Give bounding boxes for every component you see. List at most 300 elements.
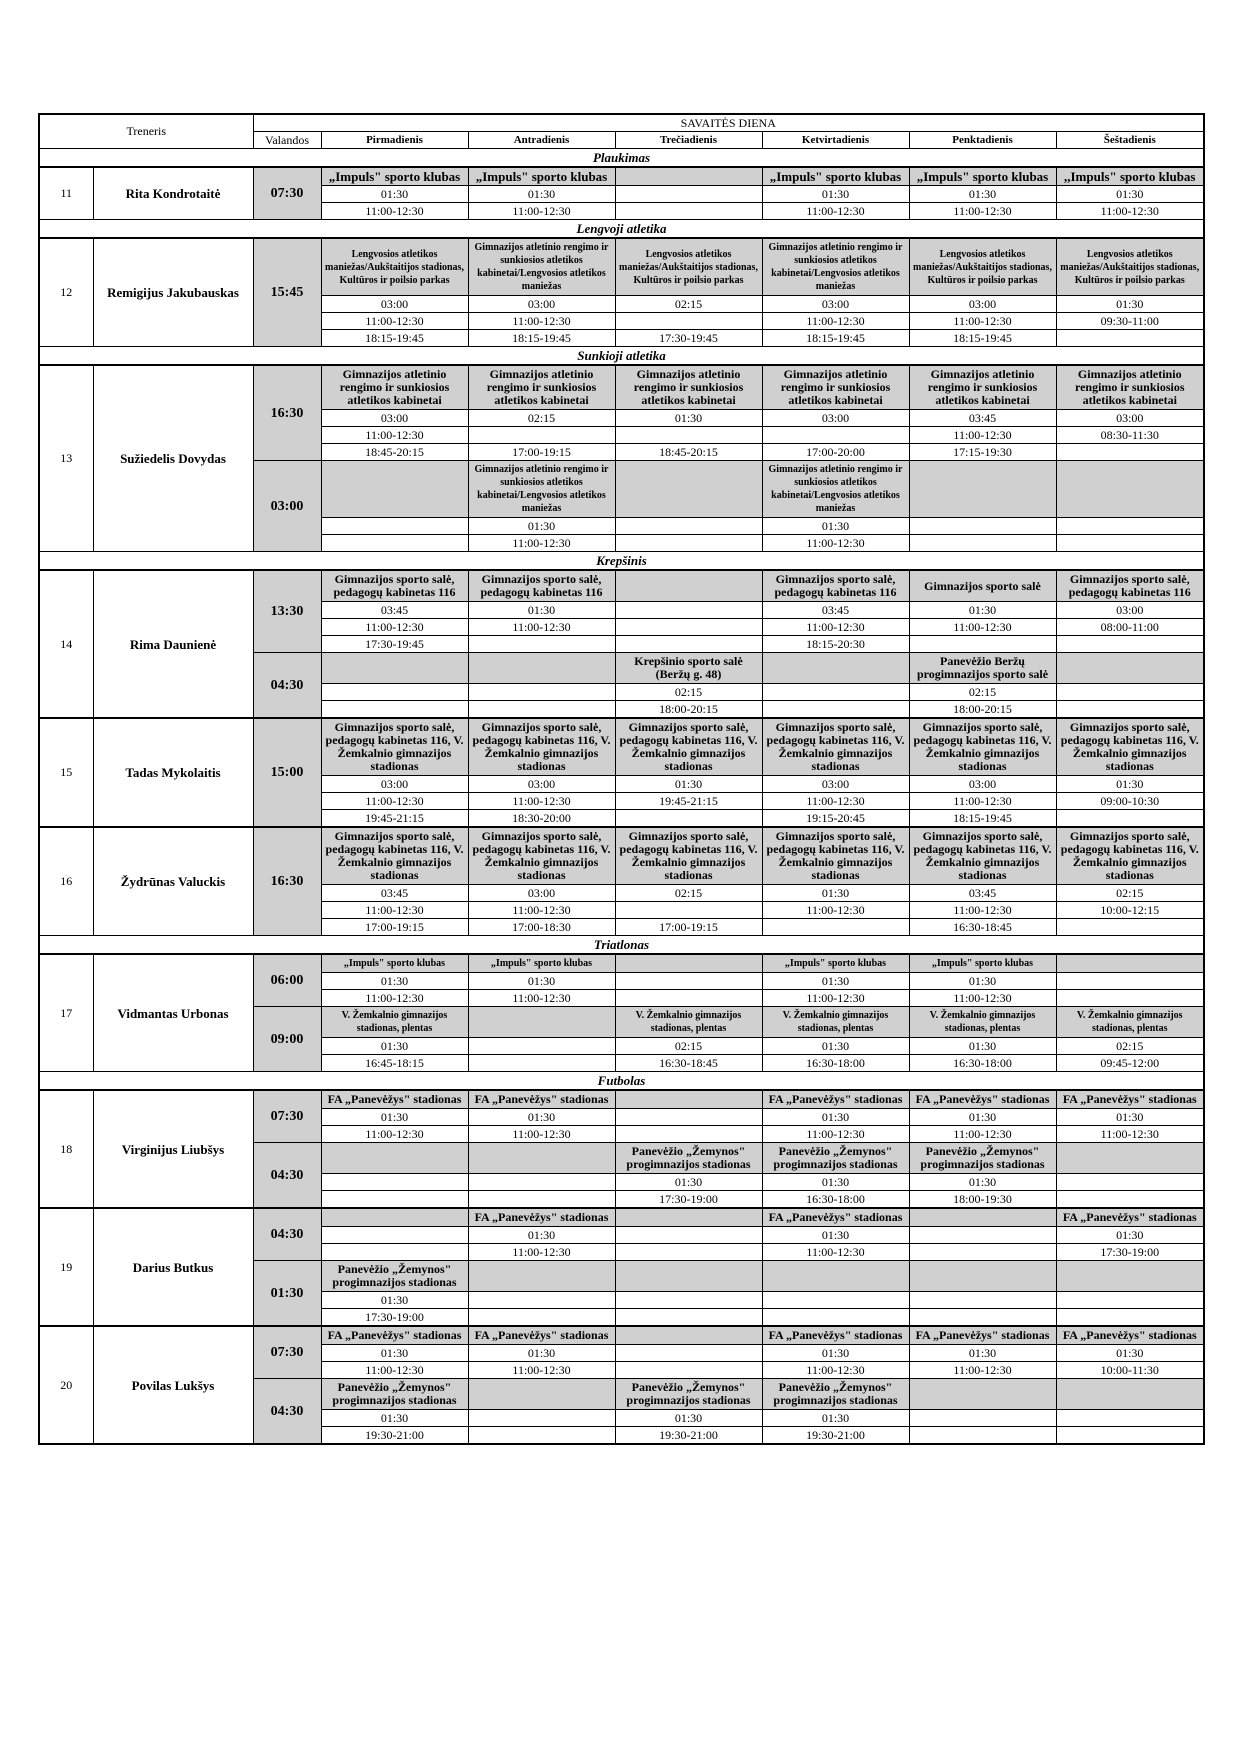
location-cell [615, 1326, 762, 1345]
coach-number: 12 [39, 238, 93, 347]
schedule-cell [909, 1410, 1056, 1427]
schedule-cell: 01:30 [909, 1174, 1056, 1191]
schedule-cell: 01:30 [1056, 1345, 1204, 1362]
schedule-cell: 03:45 [909, 410, 1056, 427]
location-cell [321, 1143, 468, 1174]
location-cell [909, 461, 1056, 518]
schedule-cell [1056, 1191, 1204, 1209]
schedule-page [38, 113, 1203, 1445]
schedule-cell [1056, 1174, 1204, 1191]
header-valandos: Valandos [253, 132, 321, 149]
location-cell: Panevėžio „Žemynos" progimnazijos stadionas [321, 1379, 468, 1410]
schedule-cell: 01:30 [468, 973, 615, 990]
schedule-cell: 03:00 [321, 410, 468, 427]
schedule-cell: 01:30 [762, 1227, 909, 1244]
schedule-cell: 11:00-12:30 [762, 1362, 909, 1379]
location-cell [909, 1261, 1056, 1292]
location-cell: Lengvosios atletikos maniežas/Aukštaitijos stadionas, Kultūros ir poilsio parkas [1056, 238, 1204, 296]
schedule-cell [615, 427, 762, 444]
schedule-cell: 02:15 [468, 410, 615, 427]
schedule-cell [615, 810, 762, 828]
location-cell: Panevėžio „Žemynos" progimnazijos stadionas [615, 1143, 762, 1174]
schedule-cell: 01:30 [468, 1109, 615, 1126]
schedule-cell: 11:00-12:30 [321, 1126, 468, 1143]
location-cell: Gimnazijos atletinio rengimo ir sunkiosios atletikos kabinetai/Lengvosios atletikos maniežas [762, 461, 909, 518]
location-cell [468, 1379, 615, 1410]
schedule-cell: 11:00-12:30 [909, 203, 1056, 220]
schedule-cell: 10:00-12:15 [1056, 902, 1204, 919]
coach-number: 13 [39, 365, 93, 552]
schedule-cell: 01:30 [321, 186, 468, 203]
location-cell: Panevėžio „Žemynos" progimnazijos stadionas [762, 1143, 909, 1174]
schedule-cell: 17:00-19:15 [321, 919, 468, 936]
location-cell: Gimnazijos atletinio rengimo ir sunkiosios atletikos kabinetai [615, 365, 762, 410]
schedule-cell: 11:00-12:30 [909, 902, 1056, 919]
sport-heading: Plaukimas [39, 149, 1204, 168]
schedule-cell: 17:00-19:15 [615, 919, 762, 936]
schedule-cell: 11:00-12:30 [468, 313, 615, 330]
schedule-cell: 01:30 [762, 1410, 909, 1427]
coach-name: Sužiedelis Dovydas [93, 365, 253, 552]
schedule-cell: 01:30 [1056, 296, 1204, 313]
schedule-cell [321, 701, 468, 719]
location-cell: FA „Panevėžys" stadionas [762, 1326, 909, 1345]
location-cell: FA „Panevėžys" stadionas [909, 1090, 1056, 1109]
schedule-cell: 01:30 [909, 973, 1056, 990]
block-hours: 16:30 [253, 365, 321, 461]
header-day: Trečiadienis [615, 132, 762, 149]
location-cell: FA „Panevėžys" stadionas [1056, 1090, 1204, 1109]
schedule-cell [1056, 990, 1204, 1007]
location-cell [762, 1261, 909, 1292]
schedule-cell: 09:45-12:00 [1056, 1055, 1204, 1072]
location-row [39, 1090, 1204, 1109]
location-cell: FA „Panevėžys" stadionas [1056, 1208, 1204, 1227]
schedule-cell [615, 1109, 762, 1126]
schedule-cell [615, 1309, 762, 1327]
schedule-cell [909, 535, 1056, 552]
location-cell: FA „Panevėžys" stadionas [468, 1208, 615, 1227]
schedule-cell [909, 1227, 1056, 1244]
schedule-cell [468, 1292, 615, 1309]
location-cell: Gimnazijos sporto salė, pedagogų kabinetas 116, V. Žemkalnio gimnazijos stadionas [909, 827, 1056, 885]
schedule-cell: 11:00-12:30 [762, 203, 909, 220]
schedule-cell: 17:30-19:45 [615, 330, 762, 347]
schedule-cell [615, 1292, 762, 1309]
schedule-cell [909, 636, 1056, 653]
location-cell: Lengvosios atletikos maniežas/Aukštaitijos stadionas, Kultūros ir poilsio parkas [615, 238, 762, 296]
schedule-cell: 18:15-19:45 [321, 330, 468, 347]
sport-heading: Lengvoji atletika [39, 220, 1204, 239]
schedule-cell: 08:00-11:00 [1056, 619, 1204, 636]
location-cell [615, 1261, 762, 1292]
schedule-cell [615, 1362, 762, 1379]
schedule-cell: 01:30 [762, 1038, 909, 1055]
schedule-cell: 03:00 [321, 776, 468, 793]
block-hours: 15:45 [253, 238, 321, 347]
schedule-cell: 19:15-20:45 [762, 810, 909, 828]
location-cell: Gimnazijos atletinio rengimo ir sunkiosios atletikos kabinetai [468, 365, 615, 410]
schedule-cell: 11:00-12:30 [762, 1126, 909, 1143]
schedule-cell [762, 1309, 909, 1327]
location-cell: Gimnazijos sporto salė, pedagogų kabinetas 116, V. Žemkalnio gimnazijos stadionas [762, 827, 909, 885]
schedule-cell [762, 684, 909, 701]
location-cell [909, 1379, 1056, 1410]
coach-number: 16 [39, 827, 93, 936]
location-cell: Gimnazijos sporto salė, pedagogų kabinetas 116, V. Žemkalnio gimnazijos stadionas [468, 827, 615, 885]
schedule-cell: 01:30 [762, 885, 909, 902]
location-cell: FA „Panevėžys" stadionas [468, 1090, 615, 1109]
location-cell: Lengvosios atletikos maniežas/Aukštaitijos stadionas, Kultūros ir poilsio parkas [909, 238, 1056, 296]
schedule-cell: 18:00-20:15 [909, 701, 1056, 719]
sport-heading: Futbolas [39, 1072, 1204, 1091]
location-cell: „Impuls" sporto klubas [321, 167, 468, 186]
schedule-cell: 11:00-12:30 [762, 902, 909, 919]
schedule-cell: 16:30-18:45 [909, 919, 1056, 936]
location-cell: FA „Panevėžys" stadionas [909, 1326, 1056, 1345]
location-row [39, 570, 1204, 602]
schedule-cell: 11:00-12:30 [909, 1126, 1056, 1143]
schedule-cell [615, 313, 762, 330]
location-cell: Gimnazijos sporto salė, pedagogų kabinetas 116, V. Žemkalnio gimnazijos stadionas [762, 718, 909, 776]
schedule-cell: 01:30 [615, 1174, 762, 1191]
schedule-cell: 03:00 [468, 296, 615, 313]
schedule-cell [468, 1038, 615, 1055]
schedule-table [38, 113, 1205, 1445]
schedule-cell: 02:15 [615, 296, 762, 313]
location-cell [1056, 954, 1204, 973]
schedule-cell: 19:30-21:00 [321, 1427, 468, 1445]
coach-name: Povilas Lukšys [93, 1326, 253, 1444]
location-cell: Gimnazijos atletinio rengimo ir sunkiosios atletikos kabinetai/Lengvosios atletikos maniežas [468, 238, 615, 296]
block-hours: 06:00 [253, 954, 321, 1007]
schedule-cell [468, 1191, 615, 1209]
schedule-cell [615, 1227, 762, 1244]
location-cell [615, 461, 762, 518]
schedule-cell [1056, 1410, 1204, 1427]
location-cell: Gimnazijos sporto salė, pedagogų kabinetas 116, V. Žemkalnio gimnazijos stadionas [615, 718, 762, 776]
schedule-cell [1056, 1427, 1204, 1445]
coach-name: Remigijus Jakubauskas [93, 238, 253, 347]
location-cell: Gimnazijos sporto salė, pedagogų kabinetas 116 [321, 570, 468, 602]
location-cell [1056, 1261, 1204, 1292]
schedule-cell: 03:00 [909, 296, 1056, 313]
schedule-cell [468, 427, 615, 444]
schedule-cell: 03:45 [321, 602, 468, 619]
sport-row [39, 220, 1204, 239]
location-cell: ,,Impuls" sporto klubas [1056, 167, 1204, 186]
location-cell [468, 653, 615, 684]
schedule-cell: 03:45 [321, 885, 468, 902]
block-hours: 16:30 [253, 827, 321, 936]
schedule-cell: 01:30 [615, 776, 762, 793]
schedule-cell: 11:00-12:30 [1056, 1126, 1204, 1143]
schedule-cell: 09:30-11:00 [1056, 313, 1204, 330]
location-cell [321, 461, 468, 518]
location-cell: „Impuls" sporto klubas [909, 167, 1056, 186]
location-cell: Gimnazijos sporto salė, pedagogų kabinetas 116, V. Žemkalnio gimnazijos stadionas [321, 827, 468, 885]
location-row [39, 1208, 1204, 1227]
schedule-cell [468, 636, 615, 653]
coach-number: 20 [39, 1326, 93, 1444]
schedule-cell: 18:15-19:45 [909, 810, 1056, 828]
schedule-cell [762, 427, 909, 444]
schedule-cell: 01:30 [468, 518, 615, 535]
schedule-cell: 11:00-12:30 [468, 793, 615, 810]
schedule-cell [615, 535, 762, 552]
schedule-cell: 16:30-18:45 [615, 1055, 762, 1072]
schedule-cell [615, 186, 762, 203]
schedule-cell [321, 1191, 468, 1209]
location-cell: Gimnazijos sporto salė [909, 570, 1056, 602]
schedule-cell: 11:00-12:30 [321, 427, 468, 444]
schedule-cell: 17:30-19:00 [1056, 1244, 1204, 1261]
sport-heading: Krepšinis [39, 552, 1204, 571]
schedule-cell: 18:30-20:00 [468, 810, 615, 828]
schedule-cell: 18:45-20:15 [615, 444, 762, 461]
schedule-cell: 16:45-18:15 [321, 1055, 468, 1072]
location-cell: V. Žemkalnio gimnazijos stadionas, plentas [909, 1007, 1056, 1038]
schedule-cell [615, 602, 762, 619]
location-cell [1056, 1143, 1204, 1174]
block-hours: 07:30 [253, 1326, 321, 1379]
schedule-cell: 17:30-19:00 [321, 1309, 468, 1327]
schedule-cell: 03:00 [1056, 602, 1204, 619]
schedule-cell: 11:00-12:30 [762, 793, 909, 810]
location-cell: Gimnazijos atletinio rengimo ir sunkiosios atletikos kabinetai/Lengvosios atletikos maniežas [762, 238, 909, 296]
schedule-cell: 10:00-11:30 [1056, 1362, 1204, 1379]
schedule-cell: 17:00-20:00 [762, 444, 909, 461]
schedule-cell: 19:45-21:15 [321, 810, 468, 828]
schedule-cell: 01:30 [615, 410, 762, 427]
schedule-cell [1056, 684, 1204, 701]
coach-name: Rita Kondrotaitė [93, 167, 253, 220]
schedule-cell [762, 1292, 909, 1309]
schedule-cell: 01:30 [762, 1109, 909, 1126]
schedule-cell: 09:00-10:30 [1056, 793, 1204, 810]
sport-row [39, 149, 1204, 168]
schedule-cell: 01:30 [909, 1345, 1056, 1362]
schedule-cell: 01:30 [1056, 186, 1204, 203]
location-cell: Gimnazijos sporto salė, pedagogų kabinetas 116 [1056, 570, 1204, 602]
block-hours: 03:00 [253, 461, 321, 552]
location-cell: Gimnazijos sporto salė, pedagogų kabinetas 116, V. Žemkalnio gimnazijos stadionas [615, 827, 762, 885]
schedule-cell: 01:30 [762, 1345, 909, 1362]
location-cell [1056, 653, 1204, 684]
location-cell: V. Žemkalnio gimnazijos stadionas, plentas [762, 1007, 909, 1038]
location-cell: Gimnazijos atletinio rengimo ir sunkiosios atletikos kabinetai [762, 365, 909, 410]
schedule-cell: 01:30 [468, 1227, 615, 1244]
schedule-cell: 11:00-12:30 [468, 990, 615, 1007]
schedule-cell: 01:30 [321, 1292, 468, 1309]
schedule-cell: 01:30 [762, 973, 909, 990]
location-cell: „Impuls" sporto klubas [321, 954, 468, 973]
location-cell: Gimnazijos sporto salė, pedagogų kabinetas 116, V. Žemkalnio gimnazijos stadionas [468, 718, 615, 776]
block-hours: 13:30 [253, 570, 321, 653]
block-hours: 09:00 [253, 1007, 321, 1072]
schedule-cell: 02:15 [909, 684, 1056, 701]
location-cell: V. Žemkalnio gimnazijos stadionas, plentas [615, 1007, 762, 1038]
location-cell: FA „Panevėžys" stadionas [468, 1326, 615, 1345]
schedule-cell [909, 1427, 1056, 1445]
schedule-cell: 11:00-12:30 [321, 313, 468, 330]
schedule-cell: 03:45 [909, 885, 1056, 902]
schedule-cell: 01:30 [909, 186, 1056, 203]
coach-name: Tadas Mykolaitis [93, 718, 253, 827]
coach-number: 15 [39, 718, 93, 827]
schedule-cell [1056, 919, 1204, 936]
location-cell: FA „Panevėžys" stadionas [1056, 1326, 1204, 1345]
schedule-cell [1056, 1292, 1204, 1309]
coach-number: 19 [39, 1208, 93, 1326]
schedule-cell [1056, 330, 1204, 347]
schedule-cell: 11:00-12:30 [762, 313, 909, 330]
schedule-cell: 03:45 [762, 602, 909, 619]
schedule-cell [321, 535, 468, 552]
schedule-cell: 03:00 [762, 296, 909, 313]
location-cell [762, 653, 909, 684]
block-hours: 01:30 [253, 1261, 321, 1327]
schedule-cell: 11:00-12:30 [468, 1244, 615, 1261]
schedule-cell [1056, 973, 1204, 990]
schedule-cell: 16:30-18:00 [762, 1191, 909, 1209]
location-cell: V. Žemkalnio gimnazijos stadionas, plentas [1056, 1007, 1204, 1038]
location-row [39, 718, 1204, 776]
schedule-cell: 01:30 [468, 186, 615, 203]
schedule-cell: 03:00 [762, 410, 909, 427]
schedule-cell [468, 701, 615, 719]
schedule-cell [321, 518, 468, 535]
location-cell: Krepšinio sporto salė (Beržų g. 48) [615, 653, 762, 684]
schedule-cell: 01:30 [321, 1038, 468, 1055]
schedule-cell: 19:45-21:15 [615, 793, 762, 810]
schedule-cell: 03:00 [321, 296, 468, 313]
location-cell: FA „Panevėžys" stadionas [762, 1208, 909, 1227]
location-row [39, 365, 1204, 410]
schedule-cell: 18:00-20:15 [615, 701, 762, 719]
schedule-cell [1056, 1309, 1204, 1327]
schedule-cell [468, 1427, 615, 1445]
location-cell: FA „Panevėžys" stadionas [762, 1090, 909, 1109]
location-cell [468, 1261, 615, 1292]
coach-number: 18 [39, 1090, 93, 1208]
location-cell: Gimnazijos sporto salė, pedagogų kabinetas 116, V. Žemkalnio gimnazijos stadionas [1056, 827, 1204, 885]
location-cell: Gimnazijos atletinio rengimo ir sunkiosios atletikos kabinetai/Lengvosios atletikos maniežas [468, 461, 615, 518]
schedule-cell: 01:30 [1056, 1109, 1204, 1126]
schedule-cell: 11:00-12:30 [468, 1126, 615, 1143]
coach-name: Virginijus Liubšys [93, 1090, 253, 1208]
block-hours: 04:30 [253, 1379, 321, 1445]
schedule-cell: 01:30 [321, 973, 468, 990]
schedule-cell: 11:00-12:30 [321, 203, 468, 220]
schedule-cell: 11:00-12:30 [321, 990, 468, 1007]
schedule-cell [615, 1126, 762, 1143]
location-cell [1056, 1379, 1204, 1410]
location-cell [615, 954, 762, 973]
schedule-cell: 01:30 [321, 1345, 468, 1362]
location-cell: Lengvosios atletikos maniežas/Aukštaitijos stadionas, Kultūros ir poilsio parkas [321, 238, 468, 296]
location-cell: „Impuls" sporto klubas [468, 954, 615, 973]
schedule-cell [762, 701, 909, 719]
schedule-cell: 01:30 [1056, 1227, 1204, 1244]
sport-row [39, 347, 1204, 366]
coach-name: Darius Butkus [93, 1208, 253, 1326]
header-day: Šeštadienis [1056, 132, 1204, 149]
location-cell: Gimnazijos sporto salė, pedagogų kabinetas 116, V. Žemkalnio gimnazijos stadionas [321, 718, 468, 776]
location-cell: Panevėžio „Žemynos" progimnazijos stadionas [615, 1379, 762, 1410]
schedule-cell [321, 684, 468, 701]
location-cell: Panevėžio Beržų progimnazijos sporto salė [909, 653, 1056, 684]
schedule-cell [909, 1244, 1056, 1261]
schedule-cell: 18:15-19:45 [468, 330, 615, 347]
schedule-cell [615, 1244, 762, 1261]
schedule-cell: 03:00 [468, 776, 615, 793]
schedule-cell: 11:00-12:30 [909, 793, 1056, 810]
schedule-cell: 11:00-12:30 [468, 535, 615, 552]
schedule-cell [1056, 535, 1204, 552]
schedule-cell [615, 619, 762, 636]
coach-name: Vidmantas Urbonas [93, 954, 253, 1072]
schedule-cell: 11:00-12:30 [909, 619, 1056, 636]
schedule-cell [909, 518, 1056, 535]
schedule-cell [615, 203, 762, 220]
schedule-cell: 11:00-12:30 [468, 619, 615, 636]
coach-number: 14 [39, 570, 93, 718]
header-day: Antradienis [468, 132, 615, 149]
schedule-cell: 17:00-18:30 [468, 919, 615, 936]
location-cell: „Impuls" sporto klubas [909, 954, 1056, 973]
schedule-cell: 19:30-21:00 [762, 1427, 909, 1445]
schedule-cell [1056, 701, 1204, 719]
schedule-cell: 17:15-19:30 [909, 444, 1056, 461]
schedule-cell: 11:00-12:30 [909, 1362, 1056, 1379]
location-cell: Gimnazijos sporto salė, pedagogų kabinetas 116 [762, 570, 909, 602]
block-hours: 04:30 [253, 1143, 321, 1209]
location-row [39, 954, 1204, 973]
schedule-cell: 01:30 [909, 1109, 1056, 1126]
location-cell: Gimnazijos sporto salė, pedagogų kabinetas 116, V. Žemkalnio gimnazijos stadionas [1056, 718, 1204, 776]
schedule-cell [615, 518, 762, 535]
schedule-cell: 01:30 [321, 1109, 468, 1126]
location-cell: Gimnazijos atletinio rengimo ir sunkiosios atletikos kabinetai [1056, 365, 1204, 410]
coach-number: 11 [39, 167, 93, 220]
coach-name: Rima Daunienė [93, 570, 253, 718]
schedule-cell: 16:30-18:00 [762, 1055, 909, 1072]
location-cell [909, 1208, 1056, 1227]
schedule-cell [321, 1227, 468, 1244]
schedule-cell: 11:00-12:30 [1056, 203, 1204, 220]
schedule-cell: 01:30 [321, 1410, 468, 1427]
schedule-cell: 18:15-19:45 [909, 330, 1056, 347]
schedule-cell: 01:30 [468, 602, 615, 619]
header-treneris: Treneris [39, 114, 253, 149]
schedule-cell: 02:15 [1056, 885, 1204, 902]
schedule-cell: 01:30 [468, 1345, 615, 1362]
sport-row [39, 552, 1204, 571]
schedule-cell: 11:00-12:30 [321, 1362, 468, 1379]
schedule-cell: 01:30 [909, 1038, 1056, 1055]
location-row [39, 238, 1204, 296]
location-cell [615, 1208, 762, 1227]
schedule-cell [1056, 444, 1204, 461]
location-cell: Gimnazijos atletinio rengimo ir sunkiosios atletikos kabinetai [909, 365, 1056, 410]
schedule-cell [615, 1345, 762, 1362]
schedule-cell: 11:00-12:30 [909, 313, 1056, 330]
schedule-cell [468, 1055, 615, 1072]
location-row [39, 167, 1204, 186]
schedule-cell: 16:30-18:00 [909, 1055, 1056, 1072]
location-cell: Gimnazijos atletinio rengimo ir sunkiosios atletikos kabinetai [321, 365, 468, 410]
